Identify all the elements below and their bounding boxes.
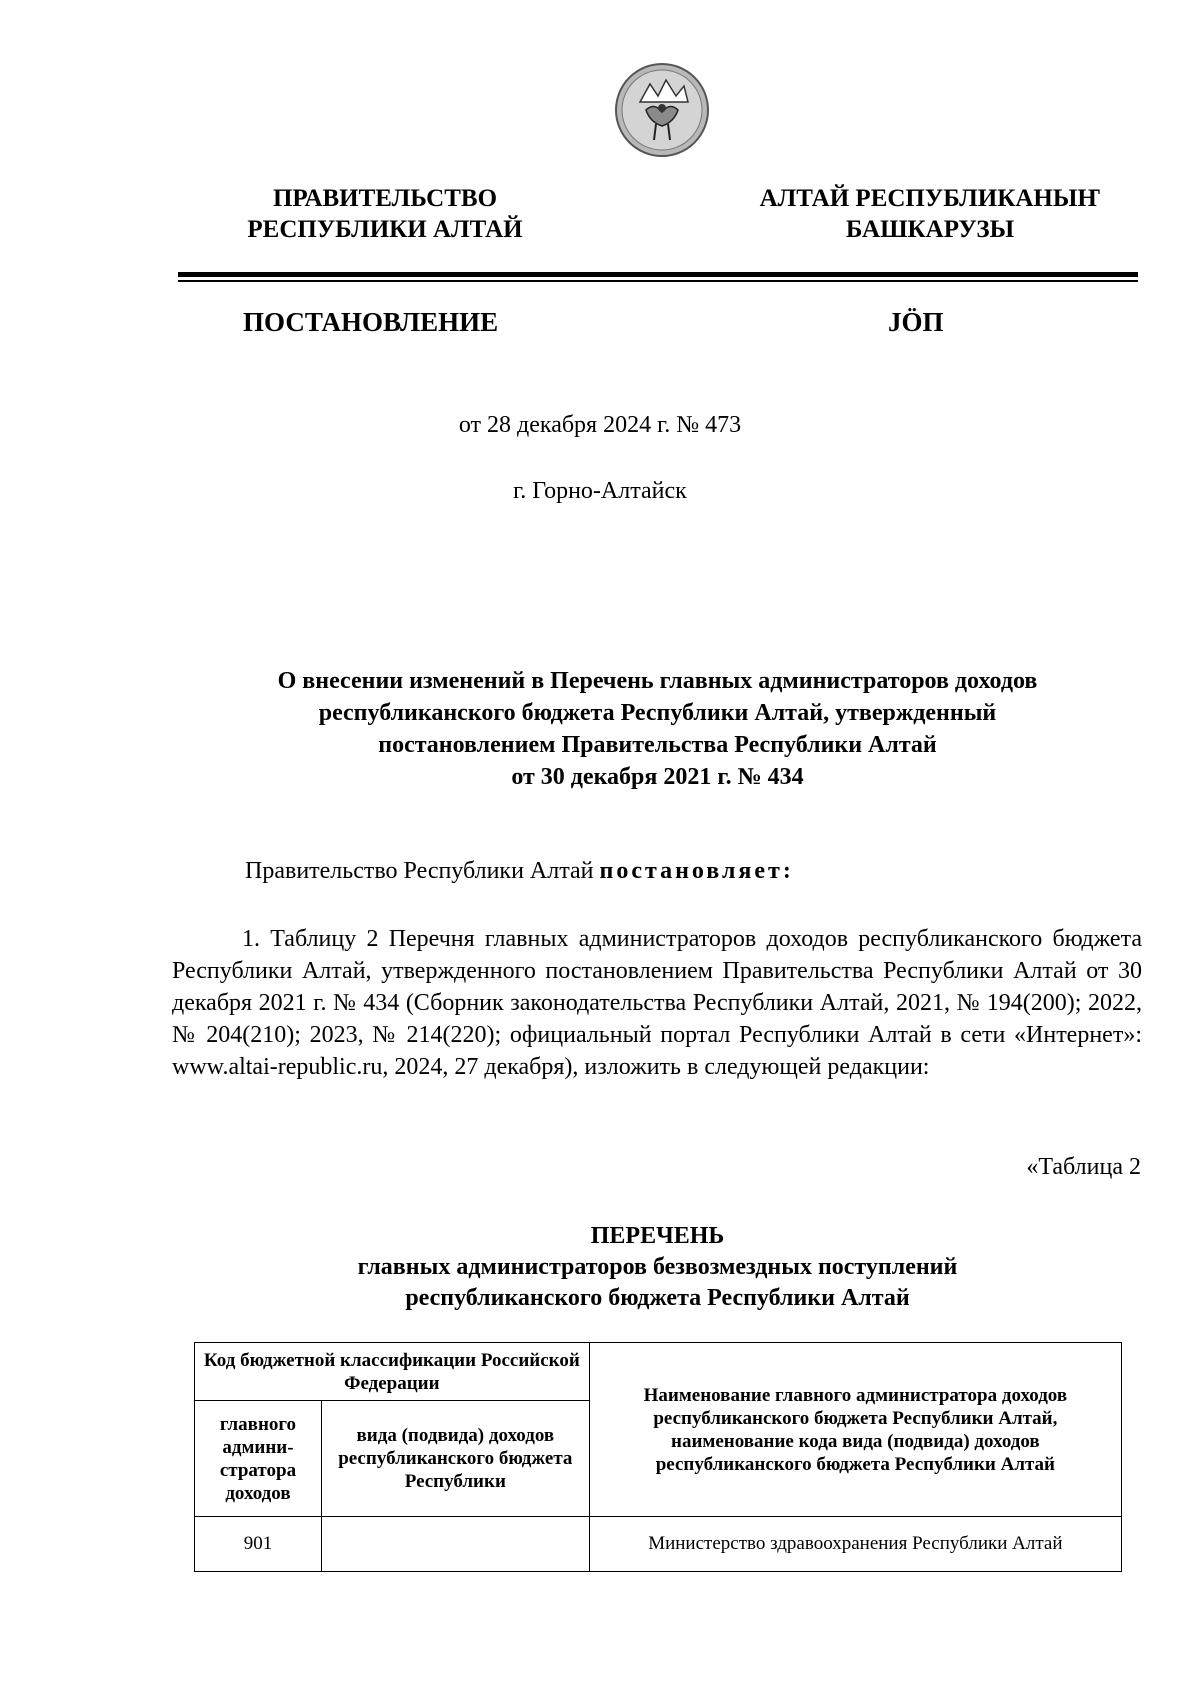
doc-type-altai: JÖП (888, 307, 944, 337)
document-title (170, 665, 1145, 793)
date-number: от 28 декабря 2024 г. № 473 (458, 412, 742, 438)
cell-administrator-name: Министерство здравоохранения Республики Алтай (589, 1517, 1121, 1572)
cell-income-code (321, 1517, 589, 1572)
table-label: «Таблица 2 (1026, 1154, 1141, 1180)
header-admin-code: главного админи-стратора доходов (195, 1401, 322, 1517)
list-title-line1: ПЕРЕЧЕНЬ (590, 1223, 725, 1249)
header-left-line2: РЕСПУБЛИКИ АЛТАЙ (247, 216, 523, 243)
doc-type-russian: ПОСТАНОВЛЕНИЕ (243, 307, 499, 337)
header-right-line1: АЛТАЙ РЕСПУБЛИКАНЫҤ (759, 185, 1101, 212)
header-divider-thick (178, 272, 1138, 277)
preamble-text: Правительство Республики Алтай (245, 858, 600, 884)
list-title (170, 1221, 1145, 1314)
header-group-budget-classification: Код бюджетной классификации Российской Федерации (195, 1343, 590, 1401)
header-income-code: вида (подвида) доходов республиканского бюджета Республики (321, 1401, 589, 1517)
table-header-row (195, 1343, 1122, 1401)
title-line: республиканского бюджета Республики Алтай, утвержденный (318, 700, 997, 726)
table-row (195, 1517, 1122, 1572)
header-administrator-name: Наименование главного администратора доходов республиканского бюджета Республики Алтай, наименование кода вида (подвида) доходов республиканского бюджета Республики Алтай (589, 1343, 1121, 1517)
paragraph-1-text: 1. Таблицу 2 Перечня главных администраторов доходов республиканского бюджета Республики Алтай, утвержденного постановлением Правительства Республики Алтай от 30 декабря 2021 г. № 434 (Сборник законодательства Республики Алтай, 2021, № 194(200); 2022, № 204(210); 2023, № 214(220); официальный портал Республики Алтай в сети «Интернет»: www.altai-republic.ru, 2024, 27 декабря), изложить в следующей редакции: (172, 926, 1142, 1080)
header-right-block (700, 183, 1160, 245)
administrators-table (194, 1342, 1122, 1572)
paragraph-1 (172, 923, 1142, 1083)
header-divider-thin (178, 280, 1138, 282)
list-title-line2: главных администраторов безвозмездных поступлений (357, 1254, 958, 1280)
title-line: от 30 декабря 2021 г. № 434 (511, 764, 804, 790)
cell-admin-code: 901 (195, 1517, 322, 1572)
title-line: О внесении изменений в Перечень главных администраторов доходов (277, 668, 1038, 694)
coat-of-arms-emblem (614, 62, 710, 158)
header-left-block (200, 183, 570, 245)
preamble (245, 858, 794, 885)
header-right-line2: БАШКАРУЗЫ (845, 216, 1015, 243)
preamble-decree-word: постановляет: (599, 858, 794, 884)
city: г. Горно-Алтайск (513, 478, 687, 504)
header-left-line1: ПРАВИТЕЛЬСТВО (272, 185, 498, 212)
list-title-line3: республиканского бюджета Республики Алтай (405, 1285, 910, 1311)
title-line: постановлением Правительства Республики Алтай (378, 732, 937, 758)
